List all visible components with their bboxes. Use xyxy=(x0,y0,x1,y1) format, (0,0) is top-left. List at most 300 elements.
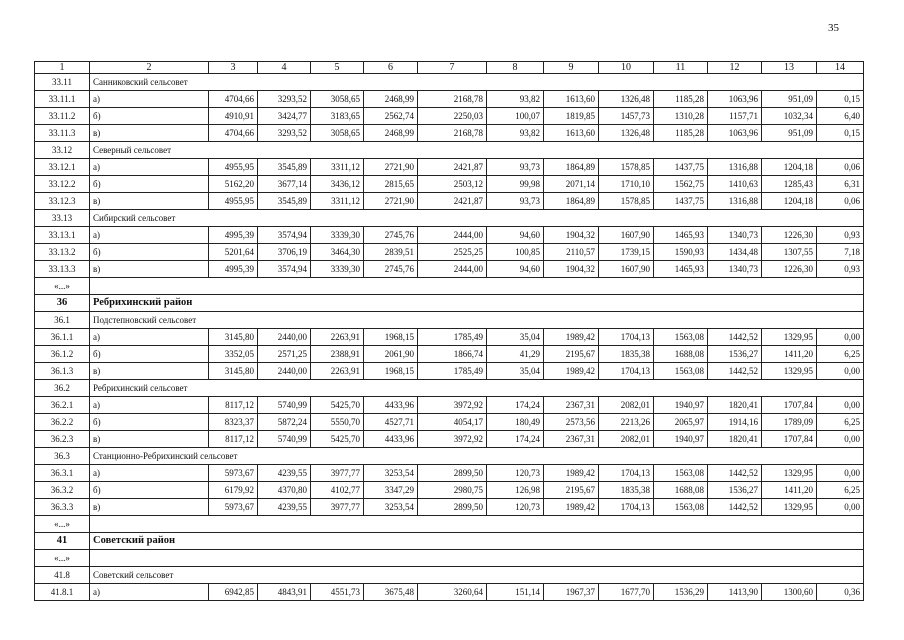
value-cell: 2721,90 xyxy=(364,193,418,210)
value-cell: 1607,90 xyxy=(599,261,654,278)
value-cell: 4910,91 xyxy=(209,108,258,125)
value-cell: 151,14 xyxy=(487,584,544,601)
district-row xyxy=(35,295,864,312)
value-cell: 1562,75 xyxy=(654,176,708,193)
table-row xyxy=(35,176,864,193)
value-cell: 1989,42 xyxy=(544,363,599,380)
value-cell: 35,04 xyxy=(487,329,544,346)
row-code: 41 xyxy=(35,533,90,550)
district-name: Советский район xyxy=(90,533,864,550)
table-row xyxy=(35,397,864,414)
row-variant: а) xyxy=(90,397,209,414)
table-row xyxy=(35,499,864,516)
value-cell: 1578,85 xyxy=(599,159,654,176)
row-code: «...» xyxy=(35,278,90,295)
section-name: Ребрихинский сельсовет xyxy=(90,380,864,397)
value-cell: 3545,89 xyxy=(258,159,311,176)
value-cell: 2250,03 xyxy=(418,108,487,125)
value-cell: 1536,29 xyxy=(654,584,708,601)
value-cell: 1329,95 xyxy=(762,329,817,346)
value-cell: 2571,25 xyxy=(258,346,311,363)
row-variant: б) xyxy=(90,414,209,431)
value-cell: 2263,91 xyxy=(311,329,364,346)
row-variant: в) xyxy=(90,261,209,278)
column-number: 9 xyxy=(544,62,599,74)
header-row xyxy=(35,62,864,74)
value-cell: 6942,85 xyxy=(209,584,258,601)
value-cell: 3145,80 xyxy=(209,363,258,380)
value-cell: 4239,55 xyxy=(258,499,311,516)
section-name: Северный сельсовет xyxy=(90,142,864,159)
value-cell: 1789,09 xyxy=(762,414,817,431)
row-variant: б) xyxy=(90,482,209,499)
value-cell: 94,60 xyxy=(487,261,544,278)
value-cell: 1968,15 xyxy=(364,329,418,346)
value-cell: 3677,14 xyxy=(258,176,311,193)
value-cell: 2388,91 xyxy=(311,346,364,363)
value-cell: 2468,99 xyxy=(364,125,418,142)
column-number: 5 xyxy=(311,62,364,74)
value-cell: 1316,88 xyxy=(708,159,762,176)
row-code: 36.3.3 xyxy=(35,499,90,516)
value-cell: 3145,80 xyxy=(209,329,258,346)
value-cell: 6,40 xyxy=(817,108,864,125)
value-cell: 2444,00 xyxy=(418,227,487,244)
table-row xyxy=(35,363,864,380)
value-cell: 3574,94 xyxy=(258,261,311,278)
value-cell: 1326,48 xyxy=(599,91,654,108)
value-cell: 4955,95 xyxy=(209,193,258,210)
section-row xyxy=(35,312,864,329)
value-cell: 1688,08 xyxy=(654,482,708,499)
value-cell: 100,07 xyxy=(487,108,544,125)
section-name: Подстепновский сельсовет xyxy=(90,312,864,329)
row-variant: а) xyxy=(90,465,209,482)
value-cell: 1226,30 xyxy=(762,227,817,244)
value-cell: 4995,39 xyxy=(209,261,258,278)
table-row xyxy=(35,244,864,261)
value-cell: 4995,39 xyxy=(209,227,258,244)
value-cell: 3253,54 xyxy=(364,499,418,516)
value-cell: 0,00 xyxy=(817,397,864,414)
column-number: 3 xyxy=(209,62,258,74)
value-cell: 4843,91 xyxy=(258,584,311,601)
value-cell: 3058,65 xyxy=(311,125,364,142)
value-cell: 3347,29 xyxy=(364,482,418,499)
value-cell: 1820,41 xyxy=(708,431,762,448)
table-row xyxy=(35,482,864,499)
value-cell: 174,24 xyxy=(487,397,544,414)
value-cell: 951,09 xyxy=(762,91,817,108)
district-row xyxy=(35,533,864,550)
value-cell: 2745,76 xyxy=(364,261,418,278)
value-cell: 5425,70 xyxy=(311,431,364,448)
row-variant: б) xyxy=(90,244,209,261)
value-cell: 0,06 xyxy=(817,193,864,210)
value-cell: 951,09 xyxy=(762,125,817,142)
value-cell: 0,00 xyxy=(817,499,864,516)
value-cell: 2745,76 xyxy=(364,227,418,244)
value-cell: 1340,73 xyxy=(708,261,762,278)
value-cell: 0,00 xyxy=(817,363,864,380)
value-cell: 1204,18 xyxy=(762,159,817,176)
value-cell: 3339,30 xyxy=(311,261,364,278)
value-cell: 0,36 xyxy=(817,584,864,601)
row-code: 33.12.1 xyxy=(35,159,90,176)
value-cell: 6179,92 xyxy=(209,482,258,499)
value-cell: 1032,34 xyxy=(762,108,817,125)
row-code: 33.12.2 xyxy=(35,176,90,193)
ellipsis-row xyxy=(35,516,864,533)
value-cell: 4704,66 xyxy=(209,125,258,142)
row-code: 36.3 xyxy=(35,448,90,465)
value-cell: 6,25 xyxy=(817,346,864,363)
value-cell: 3436,12 xyxy=(311,176,364,193)
value-cell: 2980,75 xyxy=(418,482,487,499)
table-row xyxy=(35,261,864,278)
value-cell: 2503,12 xyxy=(418,176,487,193)
value-cell: 2440,00 xyxy=(258,363,311,380)
value-cell: 0,00 xyxy=(817,431,864,448)
row-code: 36.3.1 xyxy=(35,465,90,482)
value-cell: 1536,27 xyxy=(708,482,762,499)
value-cell: 1688,08 xyxy=(654,346,708,363)
value-cell: 6,31 xyxy=(817,176,864,193)
value-cell: 4433,96 xyxy=(364,431,418,448)
section-row xyxy=(35,142,864,159)
row-code: «...» xyxy=(35,550,90,567)
value-cell: 5162,20 xyxy=(209,176,258,193)
value-cell: 1739,15 xyxy=(599,244,654,261)
table-row xyxy=(35,346,864,363)
value-cell: 5740,99 xyxy=(258,397,311,414)
row-code: 33.11.1 xyxy=(35,91,90,108)
row-code: 33.13.1 xyxy=(35,227,90,244)
section-row xyxy=(35,210,864,227)
row-code: 41.8 xyxy=(35,567,90,584)
table-row xyxy=(35,125,864,142)
value-cell: 2065,97 xyxy=(654,414,708,431)
column-number: 4 xyxy=(258,62,311,74)
column-number: 13 xyxy=(762,62,817,74)
value-cell: 1411,20 xyxy=(762,482,817,499)
value-cell: 41,29 xyxy=(487,346,544,363)
value-cell: 1204,18 xyxy=(762,193,817,210)
value-cell: 4704,66 xyxy=(209,91,258,108)
column-number: 12 xyxy=(708,62,762,74)
value-cell: 2562,74 xyxy=(364,108,418,125)
value-cell: 4239,55 xyxy=(258,465,311,482)
row-variant: в) xyxy=(90,125,209,142)
row-code: 36.2 xyxy=(35,380,90,397)
value-cell: 35,04 xyxy=(487,363,544,380)
value-cell: 1967,37 xyxy=(544,584,599,601)
value-cell: 2444,00 xyxy=(418,261,487,278)
value-cell: 1820,41 xyxy=(708,397,762,414)
table-row xyxy=(35,193,864,210)
value-cell: 1940,97 xyxy=(654,397,708,414)
value-cell: 1989,42 xyxy=(544,499,599,516)
value-cell: 1590,93 xyxy=(654,244,708,261)
value-cell: 5550,70 xyxy=(311,414,364,431)
value-cell: 1465,93 xyxy=(654,261,708,278)
value-cell: 3293,52 xyxy=(258,91,311,108)
value-cell: 180,49 xyxy=(487,414,544,431)
value-cell: 4370,80 xyxy=(258,482,311,499)
section-name xyxy=(90,278,864,295)
value-cell: 1063,96 xyxy=(708,91,762,108)
value-cell: 4102,77 xyxy=(311,482,364,499)
row-variant: б) xyxy=(90,346,209,363)
table-row xyxy=(35,431,864,448)
value-cell: 2421,87 xyxy=(418,193,487,210)
value-cell: 93,82 xyxy=(487,91,544,108)
value-cell: 1329,95 xyxy=(762,465,817,482)
value-cell: 1677,70 xyxy=(599,584,654,601)
value-cell: 1563,08 xyxy=(654,465,708,482)
value-cell: 3311,12 xyxy=(311,193,364,210)
value-cell: 0,15 xyxy=(817,91,864,108)
row-code: 36.1.3 xyxy=(35,363,90,380)
value-cell: 1536,27 xyxy=(708,346,762,363)
value-cell: 3977,77 xyxy=(311,499,364,516)
row-code: 33.11.2 xyxy=(35,108,90,125)
table-row xyxy=(35,329,864,346)
value-cell: 2082,01 xyxy=(599,397,654,414)
value-cell: 2525,25 xyxy=(418,244,487,261)
value-cell: 3293,52 xyxy=(258,125,311,142)
row-variant: б) xyxy=(90,176,209,193)
row-code: 33.13.2 xyxy=(35,244,90,261)
value-cell: 3972,92 xyxy=(418,431,487,448)
value-cell: 3253,54 xyxy=(364,465,418,482)
value-cell: 0,00 xyxy=(817,329,864,346)
row-code: 33.11.3 xyxy=(35,125,90,142)
value-cell: 2721,90 xyxy=(364,159,418,176)
row-variant: в) xyxy=(90,431,209,448)
value-cell: 1940,97 xyxy=(654,431,708,448)
value-cell: 3352,05 xyxy=(209,346,258,363)
value-cell: 4955,95 xyxy=(209,159,258,176)
row-code: 41.8.1 xyxy=(35,584,90,601)
section-name: Станционно-Ребрихинский сельсовет xyxy=(90,448,864,465)
value-cell: 1442,52 xyxy=(708,329,762,346)
section-name xyxy=(90,516,864,533)
value-cell: 2195,67 xyxy=(544,482,599,499)
value-cell: 5201,64 xyxy=(209,244,258,261)
row-code: 36.2.1 xyxy=(35,397,90,414)
table-row xyxy=(35,91,864,108)
section-name: Советский сельсовет xyxy=(90,567,864,584)
value-cell: 1457,73 xyxy=(599,108,654,125)
column-number: 7 xyxy=(418,62,487,74)
value-cell: 120,73 xyxy=(487,499,544,516)
value-cell: 2899,50 xyxy=(418,499,487,516)
value-cell: 1185,28 xyxy=(654,91,708,108)
value-cell: 94,60 xyxy=(487,227,544,244)
row-variant: а) xyxy=(90,329,209,346)
value-cell: 3574,94 xyxy=(258,227,311,244)
value-cell: 1785,49 xyxy=(418,363,487,380)
row-variant: в) xyxy=(90,363,209,380)
column-number: 1 xyxy=(35,62,90,74)
value-cell: 0,00 xyxy=(817,465,864,482)
value-cell: 7,18 xyxy=(817,244,864,261)
value-cell: 6,25 xyxy=(817,414,864,431)
value-cell: 174,24 xyxy=(487,431,544,448)
value-cell: 2213,26 xyxy=(599,414,654,431)
column-number: 8 xyxy=(487,62,544,74)
value-cell: 1437,75 xyxy=(654,159,708,176)
table-row xyxy=(35,465,864,482)
value-cell: 5425,70 xyxy=(311,397,364,414)
value-cell: 1410,63 xyxy=(708,176,762,193)
row-code: 36.1 xyxy=(35,312,90,329)
section-row xyxy=(35,448,864,465)
value-cell: 1340,73 xyxy=(708,227,762,244)
value-cell: 1307,55 xyxy=(762,244,817,261)
value-cell: 4054,17 xyxy=(418,414,487,431)
value-cell: 3706,19 xyxy=(258,244,311,261)
value-cell: 2195,67 xyxy=(544,346,599,363)
section-row xyxy=(35,74,864,91)
value-cell: 1300,60 xyxy=(762,584,817,601)
value-cell: 4551,73 xyxy=(311,584,364,601)
value-cell: 1613,60 xyxy=(544,91,599,108)
value-cell: 1563,08 xyxy=(654,363,708,380)
value-cell: 0,93 xyxy=(817,261,864,278)
district-name: Ребрихинский район xyxy=(90,295,864,312)
row-variant: в) xyxy=(90,499,209,516)
value-cell: 1329,95 xyxy=(762,499,817,516)
value-cell: 2573,56 xyxy=(544,414,599,431)
value-cell: 3339,30 xyxy=(311,227,364,244)
table-row xyxy=(35,584,864,601)
value-cell: 3675,48 xyxy=(364,584,418,601)
section-name: Санниковский сельсовет xyxy=(90,74,864,91)
value-cell: 2367,31 xyxy=(544,397,599,414)
row-code: 33.13.3 xyxy=(35,261,90,278)
value-cell: 3424,77 xyxy=(258,108,311,125)
value-cell: 1819,85 xyxy=(544,108,599,125)
row-variant: а) xyxy=(90,159,209,176)
value-cell: 1329,95 xyxy=(762,363,817,380)
value-cell: 1904,32 xyxy=(544,227,599,244)
column-number: 14 xyxy=(817,62,864,74)
column-number: 11 xyxy=(654,62,708,74)
row-code: 33.13 xyxy=(35,210,90,227)
row-variant: а) xyxy=(90,584,209,601)
value-cell: 126,98 xyxy=(487,482,544,499)
row-variant: а) xyxy=(90,227,209,244)
value-cell: 2421,87 xyxy=(418,159,487,176)
table-row xyxy=(35,227,864,244)
value-cell: 3058,65 xyxy=(311,91,364,108)
value-cell: 1434,48 xyxy=(708,244,762,261)
value-cell: 1465,93 xyxy=(654,227,708,244)
value-cell: 3260,64 xyxy=(418,584,487,601)
value-cell: 1185,28 xyxy=(654,125,708,142)
value-cell: 100,85 xyxy=(487,244,544,261)
section-name xyxy=(90,550,864,567)
row-variant: в) xyxy=(90,193,209,210)
value-cell: 2263,91 xyxy=(311,363,364,380)
value-cell: 1704,13 xyxy=(599,329,654,346)
section-row xyxy=(35,380,864,397)
value-cell: 2440,00 xyxy=(258,329,311,346)
row-code: 36.2.3 xyxy=(35,431,90,448)
value-cell: 5740,99 xyxy=(258,431,311,448)
value-cell: 2367,31 xyxy=(544,431,599,448)
value-cell: 2082,01 xyxy=(599,431,654,448)
row-code: 33.12 xyxy=(35,142,90,159)
value-cell: 1864,89 xyxy=(544,193,599,210)
value-cell: 93,73 xyxy=(487,193,544,210)
row-code: 36 xyxy=(35,295,90,312)
value-cell: 2168,78 xyxy=(418,125,487,142)
value-cell: 1864,89 xyxy=(544,159,599,176)
value-cell: 1704,13 xyxy=(599,465,654,482)
section-name: Сибирский сельсовет xyxy=(90,210,864,227)
value-cell: 2839,51 xyxy=(364,244,418,261)
value-cell: 0,93 xyxy=(817,227,864,244)
column-number: 6 xyxy=(364,62,418,74)
value-cell: 6,25 xyxy=(817,482,864,499)
value-cell: 1904,32 xyxy=(544,261,599,278)
value-cell: 93,73 xyxy=(487,159,544,176)
tariff-table xyxy=(34,61,864,601)
value-cell: 99,98 xyxy=(487,176,544,193)
value-cell: 3464,30 xyxy=(311,244,364,261)
value-cell: 8323,37 xyxy=(209,414,258,431)
row-code: 36.1.2 xyxy=(35,346,90,363)
value-cell: 4433,96 xyxy=(364,397,418,414)
section-row xyxy=(35,567,864,584)
value-cell: 1613,60 xyxy=(544,125,599,142)
value-cell: 1707,84 xyxy=(762,431,817,448)
value-cell: 1063,96 xyxy=(708,125,762,142)
row-code: 33.11 xyxy=(35,74,90,91)
value-cell: 1442,52 xyxy=(708,363,762,380)
value-cell: 5973,67 xyxy=(209,465,258,482)
ellipsis-row xyxy=(35,278,864,295)
column-number: 2 xyxy=(90,62,209,74)
value-cell: 1310,28 xyxy=(654,108,708,125)
ellipsis-row xyxy=(35,550,864,567)
value-cell: 2061,90 xyxy=(364,346,418,363)
value-cell: 2071,14 xyxy=(544,176,599,193)
value-cell: 2899,50 xyxy=(418,465,487,482)
value-cell: 3545,89 xyxy=(258,193,311,210)
row-code: 36.1.1 xyxy=(35,329,90,346)
value-cell: 2168,78 xyxy=(418,91,487,108)
table-row xyxy=(35,108,864,125)
value-cell: 8117,12 xyxy=(209,431,258,448)
value-cell: 1437,75 xyxy=(654,193,708,210)
value-cell: 1226,30 xyxy=(762,261,817,278)
value-cell: 5973,67 xyxy=(209,499,258,516)
row-code: «...» xyxy=(35,516,90,533)
value-cell: 3311,12 xyxy=(311,159,364,176)
value-cell: 1578,85 xyxy=(599,193,654,210)
value-cell: 1704,13 xyxy=(599,363,654,380)
value-cell: 93,82 xyxy=(487,125,544,142)
value-cell: 1607,90 xyxy=(599,227,654,244)
row-variant: б) xyxy=(90,108,209,125)
row-code: 36.2.2 xyxy=(35,414,90,431)
value-cell: 3183,65 xyxy=(311,108,364,125)
value-cell: 2110,57 xyxy=(544,244,599,261)
